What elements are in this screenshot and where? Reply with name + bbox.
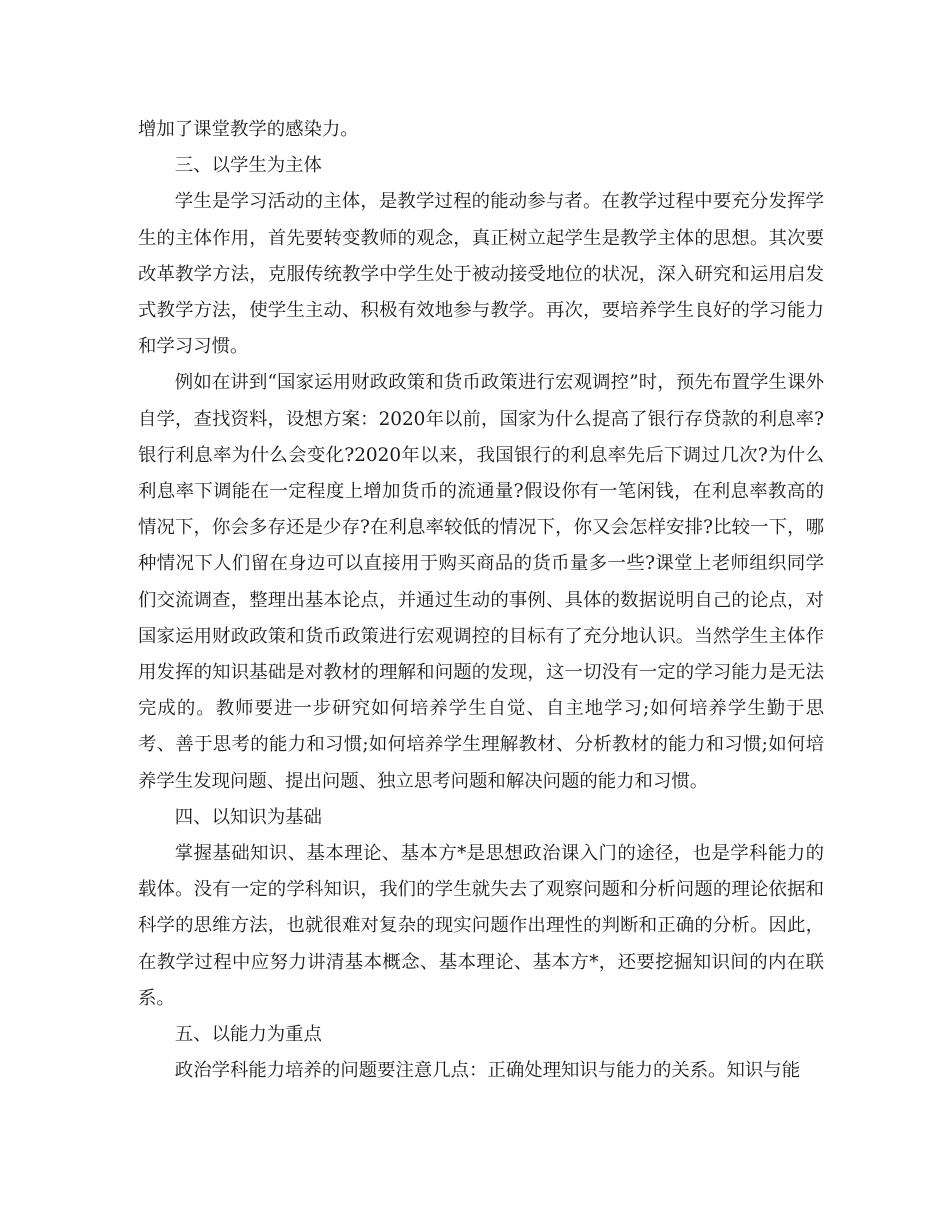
section-heading-4: 四、以知识为基础: [174, 806, 322, 828]
document-body: [138, 112, 824, 1089]
paragraph-continuation: 增加了课堂教学的感染力。: [138, 119, 359, 140]
paragraph-student-subject: 学生是学习活动的主体，是教学过程的能动参与者。在教学过程中要充分发挥学生的主体作用，首先要转变教师的观念，真正树立起学生是教学主体的思想。其次要改革教学方法，克服传统教学中学生处于被动接受地位的状况，深入研究和运用启发式教学方法，使学生主动、积极有效地参与教学。再次，要培养学生良好的学习能力和学习习惯。: [138, 191, 824, 358]
paragraph-ability-focus: 政治学科能力培养的问题要注意几点：正确处理知识与能力的关系。知识与能: [174, 1060, 801, 1082]
paragraph-knowledge-basis: 掌握基础知识、基本理论、基本方*是思想政治课入门的途径，也是学科能力的载体。没有一定的学科知识，我们的学生就失去了观察问题和分析问题的理论依据和科学的思维方法，也就很难对复杂的现实问题作出理性的判断和正确的分析。因此，在教学过程中应努力讲清基本概念、基本理论、基本方*，还要挖掘知识间的内在联系。: [138, 843, 824, 1009]
paragraph-example: 例如在讲到“国家运用财政政策和货币政策进行宏观调控”时，预先布置学生课外自学，查找资料，设想方案：2020年以前，国家为什么提高了银行存贷款的利息率?银行利息率为什么会变化?2020年以来，我国银行的利息率先后下调过几次?为什么利息率下调能在一定程度上增加货币的流通量?假设你有一笔闲钱，在利息率教高的情况下，你会多存还是少存?在利息率较低的情况下，你又会怎样安排?比较一下，哪种情况下人们留在身边可以直接用于购买商品的货币量多一些?课堂上老师组织同学们交流调查，整理出基本论点，并通过生动的事例、具体的数据说明自己的论点，对国家运用财政政策和货币政策进行宏观调控的目标有了充分地认识。当然学生主体作用发挥的知识基础是对教材的理解和问题的发现，这一切没有一定的学习能力是无法完成的。教师要进一步研究如何培养学生自觉、自主地学习;如何培养学生勤于思考、善于思考的能力和习惯;如何培养学生理解教材、分析教材的能力和习惯;如何培养学生发现问题、提出问题、独立思考问题和解决问题的能力和习惯。: [138, 372, 824, 792]
section-heading-5: 五、以能力为重点: [174, 1024, 322, 1046]
section-heading-3: 三、以学生为主体: [174, 155, 322, 177]
